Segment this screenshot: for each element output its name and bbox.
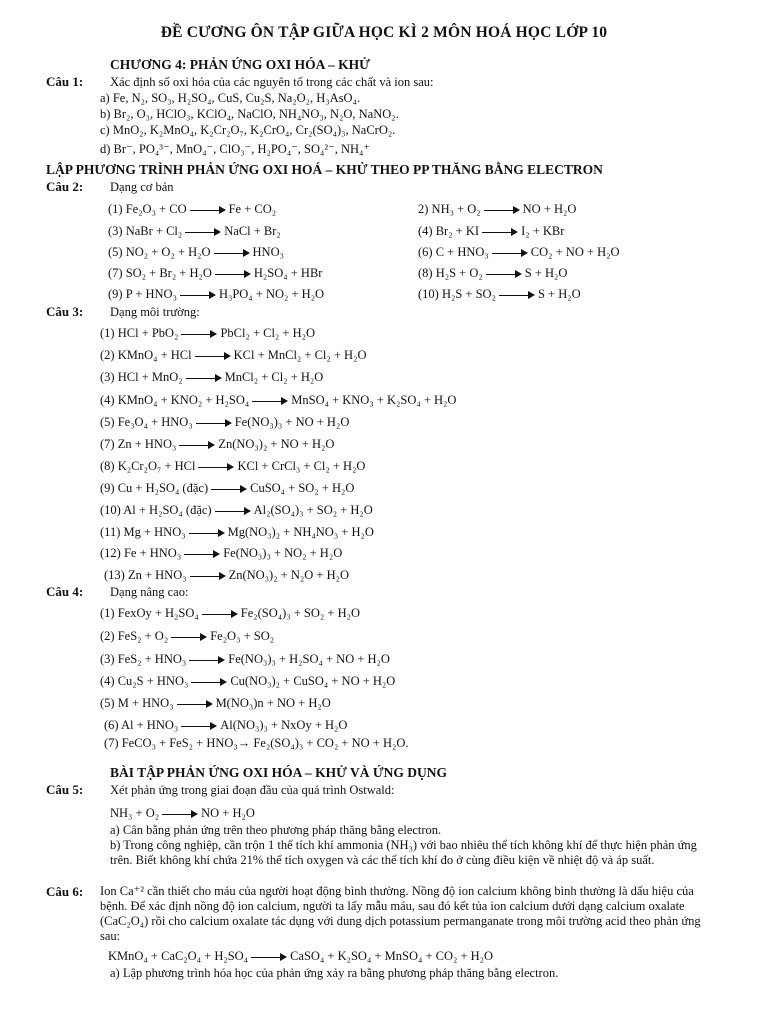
question-1-label: Câu 1: bbox=[46, 74, 84, 89]
question-3-label: Câu 3: bbox=[46, 304, 84, 319]
question-4-label: Câu 4: bbox=[46, 584, 84, 599]
section-heading-applications: BÀI TẬP PHẢN ỨNG OXI HÓA – KHỬ VÀ ỨNG DỤNG bbox=[110, 765, 448, 780]
equation-row: (10) H₂S + SO₂ S + H₂O bbox=[418, 287, 581, 301]
reaction-arrow bbox=[251, 952, 287, 962]
question-1-c: c) MnO₂, K₂MnO₄, K₂Cr₂O₇, K₂CrO₄, Cr₂(SO₄)₃, NaCrO₂. bbox=[100, 123, 396, 137]
reaction-arrow bbox=[214, 248, 250, 258]
reaction-arrow bbox=[486, 269, 522, 279]
equation-row: (5) NO₂ + O₂ + H₂O HNO₃ bbox=[108, 245, 284, 259]
reaction-arrow bbox=[215, 269, 251, 279]
reaction-arrow bbox=[162, 809, 198, 819]
reaction-arrow bbox=[171, 632, 207, 642]
question-2-label: Câu 2: bbox=[46, 179, 84, 194]
reaction-arrow bbox=[180, 290, 216, 300]
equation-row: (12) Fe + HNO₃ Fe(NO₃)₃ + NO₂ + H₂O bbox=[100, 546, 343, 560]
equation-row: (6) Al + HNO₃ Al(NO₃)₃ + NxOy + H₂O bbox=[104, 718, 348, 732]
equation-row: (4) KMnO₄ + KNO₂ + H₂SO₄ MnSO₄ + KNO₃ + K₂SO₄ + H₂O bbox=[100, 393, 457, 407]
question-5-text: Xét phản ứng trong giai đoạn đầu của quá trình Ostwald: bbox=[110, 783, 395, 797]
reaction-arrow bbox=[181, 721, 217, 731]
reaction-arrow bbox=[185, 227, 221, 237]
reaction-arrow bbox=[189, 528, 225, 538]
reaction-arrow bbox=[196, 418, 232, 428]
equation-row: (6) C + HNO₃ CO₂ + NO + H₂O bbox=[418, 245, 620, 259]
reaction-arrow bbox=[179, 440, 215, 450]
reaction-arrow bbox=[492, 248, 528, 258]
reaction-arrow bbox=[499, 290, 535, 300]
reaction-arrow bbox=[198, 462, 234, 472]
reaction-arrow bbox=[186, 373, 222, 383]
equation-row: 2) NH₃ + O₂ NO + H₂O bbox=[418, 202, 577, 216]
equation-row: (1) Fe₂O₃ + CO Fe + CO₂ bbox=[108, 202, 277, 216]
equation-row: (13) Zn + HNO₃ Zn(NO₃)₂ + N₂O + H₂O bbox=[104, 568, 349, 582]
equation-row: KMnO₄ + CaC₂O₄ + H₂SO₄ CaSO₄ + K₂SO₄ + MnSO₄ + CO₂ + H₂O bbox=[108, 949, 494, 963]
equation-row: (10) Al + H₂SO₄ (đặc) Al₂(SO₄)₃ + SO₂ + H₂O bbox=[100, 503, 373, 517]
equation-row: (2) KMnO₄ + HCl KCl + MnCl₂ + Cl₂ + H₂O bbox=[100, 348, 367, 362]
equation-row: (8) K₂Cr₂O₇ + HCl KCl + CrCl₃ + Cl₂ + H₂O bbox=[100, 459, 366, 473]
equation-row: (3) NaBr + Cl₂ NaCl + Br₂ bbox=[108, 224, 281, 238]
question-5-b: b) Trong công nghiệp, cần trộn 1 thể tích khí ammonia (NH₃) với bao nhiêu thể tích không khí để thực hiện phản ứng trên. Biết không khí chứa 21% thể tích oxygen và các thể tích khí đo ở cùng điều kiện về nhiệt độ và áp suất. bbox=[110, 838, 697, 867]
reaction-arrow bbox=[190, 571, 226, 581]
reaction-arrow bbox=[215, 506, 251, 516]
reaction-arrow bbox=[177, 699, 213, 709]
chapter-heading: CHƯƠNG 4: PHẢN ỨNG OXI HÓA – KHỬ bbox=[110, 57, 370, 72]
equation-row: (4) Br₂ + KI I₂ + KBr bbox=[418, 224, 565, 238]
question-3-text: Dạng môi trường: bbox=[110, 305, 200, 319]
reaction-arrow bbox=[184, 549, 220, 559]
question-6-text: Ion Ca⁺² cần thiết cho máu của người hoạt động bình thường. Nồng độ ion calcium không bình thường là dấu hiệu của bệnh. Để xác định nồng độ ion calcium, người ta lấy mẫu máu, sau đó kết tủa ion calcium dưới dạng calcium oxalate (CaC₂O₄) rồi cho calcium oxalate tác dụng với dung dịch potassium permanganate trong môi trường acid theo phản ứng sau: bbox=[100, 884, 701, 943]
reaction-arrow bbox=[202, 609, 238, 619]
reaction-arrow bbox=[211, 484, 247, 494]
equation-row: (1) HCl + PbO₂ PbCl₂ + Cl₂ + H₂O bbox=[100, 326, 315, 340]
reaction-arrow bbox=[195, 351, 231, 361]
equation-row: (3) FeS₂ + HNO₃ Fe(NO₃)₃ + H₂SO₄ + NO + H₂O bbox=[100, 652, 390, 666]
question-1-a: a) Fe, N₂, SO₃, H₂SO₄, CuS, Cu₂S, Na₂O₂, H₃AsO₄. bbox=[100, 91, 361, 105]
equation-row: (9) P + HNO₃ H₃PO₄ + NO₂ + H₂O bbox=[108, 287, 325, 301]
reaction-arrow bbox=[252, 396, 288, 406]
equation-row: (1) FexOy + H₂SO₄ Fe₂(SO₄)₃ + SO₂ + H₂O bbox=[100, 606, 360, 620]
equation-row: (7) FeCO₃ + FeS₂ + HNO₃→ Fe₂(SO₄)₃ + CO₂ + NO + H₂O. bbox=[104, 736, 409, 750]
question-1-b: b) Br₂, O₃, HClO₃, KClO₄, NaClO, NH₄NO₃, N₂O, NaNO₂. bbox=[100, 107, 399, 121]
reaction-arrow bbox=[190, 205, 226, 215]
document-title: ĐỀ CƯƠNG ÔN TẬP GIỮA HỌC KÌ 2 MÔN HOÁ HỌC LỚP 10 bbox=[160, 24, 608, 41]
question-4-text: Dạng nâng cao: bbox=[110, 585, 189, 599]
question-1-text: Xác định số oxi hóa của các nguyên tố trong các chất và ion sau: bbox=[110, 75, 434, 89]
question-5-label: Câu 5: bbox=[46, 782, 84, 797]
reaction-arrow bbox=[484, 205, 520, 215]
equation-row: (5) M + HNO₃ M(NO₃)n + NO + H₂O bbox=[100, 696, 331, 710]
equation-row: NH₃ + O₂ NO + H₂O bbox=[110, 806, 255, 820]
question-2-text: Dạng cơ bản bbox=[110, 180, 174, 194]
equation-row: (8) H₂S + O₂ S + H₂O bbox=[418, 266, 568, 280]
equation-row: (7) SO₂ + Br₂ + H₂O H₂SO₄ + HBr bbox=[108, 266, 323, 280]
equation-row: (4) Cu₂S + HNO₃ Cu(NO₃)₂ + CuSO₄ + NO + H₂O bbox=[100, 674, 396, 688]
section-heading-balancing: LẬP PHƯƠNG TRÌNH PHẢN ỨNG OXI HOÁ – KHỬ THEO PP THĂNG BẰNG ELECTRON bbox=[46, 162, 603, 177]
question-5-a: a) Cân bằng phản ứng trên theo phương pháp thăng bằng electron. bbox=[110, 823, 442, 837]
equation-row: (5) Fe₃O₄ + HNO₃ Fe(NO₃)₃ + NO + H₂O bbox=[100, 415, 350, 429]
reaction-arrow bbox=[189, 655, 225, 665]
question-6-label: Câu 6: bbox=[46, 884, 84, 899]
question-1-d: d) Br⁻, PO₄³⁻, MnO₄⁻, ClO₃⁻, H₂PO₄⁻, SO₄²⁻, NH₄⁺ bbox=[100, 142, 370, 156]
equation-row: (11) Mg + HNO₃ Mg(NO₃)₂ + NH₄NO₃ + H₂O bbox=[100, 525, 374, 539]
equation-row: (7) Zn + HNO₃ Zn(NO₃)₂ + NO + H₂O bbox=[100, 437, 335, 451]
equation-row: (3) HCl + MnO₂ MnCl₂ + Cl₂ + H₂O bbox=[100, 370, 324, 384]
question-6-a: a) Lập phương trình hóa học của phản ứng xảy ra bằng phương pháp thăng bằng electron. bbox=[110, 966, 559, 980]
reaction-arrow bbox=[482, 227, 518, 237]
reaction-arrow bbox=[191, 677, 227, 687]
equation-row: (9) Cu + H₂SO₄ (đặc) CuSO₄ + SO₂ + H₂O bbox=[100, 481, 355, 495]
equation-row: (2) FeS₂ + O₂ Fe₂O₃ + SO₂ bbox=[100, 629, 275, 643]
reaction-arrow bbox=[181, 329, 217, 339]
